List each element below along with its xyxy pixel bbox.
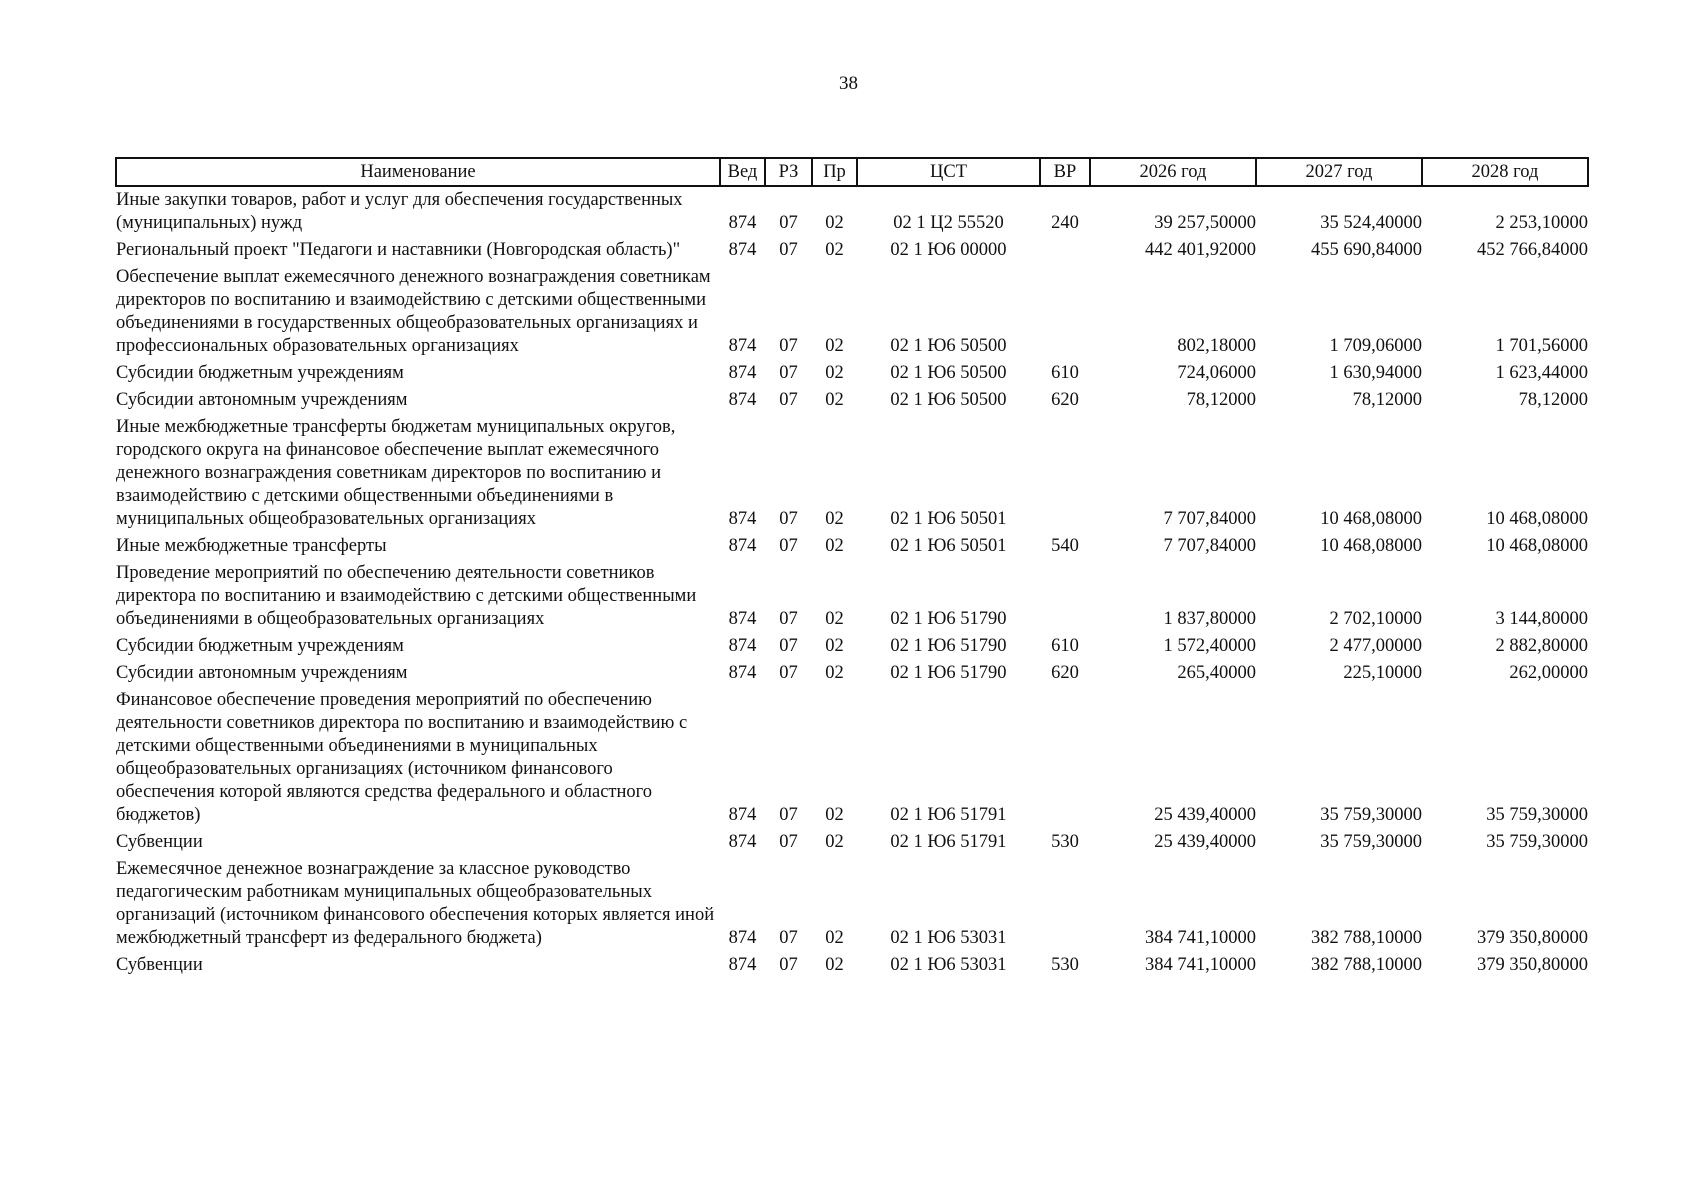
budget-table [115,157,1589,979]
cell-2028: 2 253,10000 [1495,213,1588,233]
table-row [116,237,1588,264]
cell-ved: 874 [728,928,757,948]
cell-rz: 07 [779,213,798,233]
cell-ved: 874 [728,663,757,683]
cell-2028: 3 144,80000 [1495,609,1588,629]
cell-ved: 874 [728,363,757,383]
cell-rz: 07 [779,609,798,629]
cell-2026: 442 401,92000 [1145,240,1256,260]
cell-2027: 382 788,10000 [1311,955,1422,975]
cell-pr: 02 [825,928,844,948]
header-rz: РЗ [765,158,812,186]
cell-rz: 07 [779,663,798,683]
cell-ved: 874 [728,509,757,529]
cell-2026: 25 439,40000 [1154,832,1256,852]
cell-ved: 874 [728,536,757,556]
cell-rz: 07 [779,509,798,529]
cell-2027: 35 759,30000 [1320,832,1422,852]
cell-vr: 540 [1051,536,1079,556]
cell-name: Иные закупки товаров, работ и услуг для обеспечения государственных (муниципальных) нужд [116,190,683,233]
cell-2026: 1 572,40000 [1163,636,1256,656]
cell-vr [1040,264,1090,360]
cell-pr: 02 [825,336,844,356]
cell-2028: 35 759,30000 [1486,832,1588,852]
cell-2028: 2 882,80000 [1495,636,1588,656]
header-year-2026: 2026 год [1090,158,1256,186]
cell-rz: 07 [779,832,798,852]
cell-ved: 874 [728,213,757,233]
cell-ved: 874 [728,336,757,356]
cell-cst: 02 1 Ю6 50500 [890,390,1007,410]
cell-2027: 35 759,30000 [1320,805,1422,825]
header-pr: Пр [812,158,857,186]
table-row [116,360,1588,387]
cell-2027: 455 690,84000 [1311,240,1422,260]
cell-2027: 2 702,10000 [1329,609,1422,629]
cell-2027: 1 630,94000 [1329,363,1422,383]
cell-ved: 874 [728,832,757,852]
header-year-2028: 2028 год [1422,158,1588,186]
cell-cst: 02 1 Ю6 00000 [890,240,1007,260]
cell-cst: 02 1 Ю6 50501 [890,509,1007,529]
cell-pr: 02 [825,636,844,656]
cell-cst: 02 1 Ю6 50500 [890,336,1007,356]
cell-cst: 02 1 Ю6 53031 [890,928,1007,948]
table-row [116,414,1588,533]
cell-ved: 874 [728,636,757,656]
cell-pr: 02 [825,213,844,233]
cell-ved: 874 [728,805,757,825]
cell-vr: 530 [1051,832,1079,852]
cell-2026: 265,40000 [1177,663,1256,683]
cell-2026: 7 707,84000 [1163,536,1256,556]
cell-rz: 07 [779,636,798,656]
cell-2027: 2 477,00000 [1329,636,1422,656]
cell-name: Субсидии бюджетным учреждениям [116,636,404,656]
cell-ved: 874 [728,240,757,260]
cell-2026: 25 439,40000 [1154,805,1256,825]
cell-name: Финансовое обеспечение проведения мероприятий по обеспечению деятельности советников директора по воспитанию и взаимодействию с детскими общественными объединениями в муниципальных общеобразовательных организациях (источником финансового обеспечения которой являются средства федерального и областного бюджетов) [116,690,688,825]
cell-name: Субвенции [116,832,203,852]
cell-2026: 384 741,10000 [1145,955,1256,975]
header-name: Наименование [116,158,720,186]
cell-2026: 7 707,84000 [1163,509,1256,529]
table-row [116,387,1588,414]
cell-vr [1040,560,1090,633]
cell-rz: 07 [779,336,798,356]
cell-2028: 379 350,80000 [1477,955,1588,975]
cell-cst: 02 1 Ю6 50500 [890,363,1007,383]
cell-2026: 78,12000 [1186,390,1256,410]
cell-2027: 10 468,08000 [1320,509,1422,529]
cell-vr [1040,856,1090,952]
table-body [116,186,1588,979]
cell-cst: 02 1 Ю6 51790 [890,663,1007,683]
cell-2028: 262,00000 [1509,663,1588,683]
cell-2027: 225,10000 [1343,663,1422,683]
cell-2027: 35 524,40000 [1320,213,1422,233]
header-cst: ЦСТ [857,158,1040,186]
table-row [116,560,1588,633]
cell-name: Субсидии бюджетным учреждениям [116,363,404,383]
cell-name: Иные межбюджетные трансферты [116,536,387,556]
cell-cst: 02 1 Ю6 51790 [890,609,1007,629]
cell-2027: 78,12000 [1352,390,1422,410]
cell-2027: 1 709,06000 [1329,336,1422,356]
cell-rz: 07 [779,363,798,383]
cell-pr: 02 [825,363,844,383]
cell-cst: 02 1 Ю6 50501 [890,536,1007,556]
table-row [116,186,1588,237]
cell-pr: 02 [825,536,844,556]
table-row [116,264,1588,360]
cell-pr: 02 [825,805,844,825]
header-vr: ВР [1040,158,1090,186]
cell-vr [1040,687,1090,829]
cell-pr: 02 [825,390,844,410]
cell-2028: 78,12000 [1518,390,1588,410]
cell-pr: 02 [825,832,844,852]
table-row [116,856,1588,952]
cell-vr: 610 [1051,636,1079,656]
cell-rz: 07 [779,955,798,975]
cell-ved: 874 [728,609,757,629]
page-number: 38 [839,73,858,94]
cell-name: Ежемесячное денежное вознаграждение за классное руководство педагогическим работникам муниципальных общеобразовательных организаций (источником финансового обеспечения которых является иной межбюджетный трансферт из федерального бюджета) [116,859,715,948]
cell-vr: 530 [1051,955,1079,975]
cell-vr [1040,237,1090,264]
cell-rz: 07 [779,240,798,260]
cell-pr: 02 [825,663,844,683]
cell-vr: 620 [1051,390,1079,410]
table-row [116,633,1588,660]
cell-ved: 874 [728,390,757,410]
cell-rz: 07 [779,536,798,556]
cell-2026: 724,06000 [1177,363,1256,383]
cell-name: Субвенции [116,955,203,975]
cell-name: Региональный проект "Педагоги и наставники (Новгородская область)" [116,240,681,260]
cell-rz: 07 [779,928,798,948]
cell-name: Иные межбюджетные трансферты бюджетам муниципальных округов, городского округа на финансовое обеспечение выплат ежемесячного денежного вознаграждения советникам директоров по воспитанию и взаимодействию с детскими общественными объединениями в муниципальных общеобразовательных организациях [116,417,676,529]
cell-vr: 610 [1051,363,1079,383]
cell-vr: 620 [1051,663,1079,683]
cell-2028: 10 468,08000 [1486,509,1588,529]
cell-pr: 02 [825,955,844,975]
cell-2026: 802,18000 [1177,336,1256,356]
cell-pr: 02 [825,509,844,529]
cell-vr [1040,414,1090,533]
cell-2028: 1 623,44000 [1495,363,1588,383]
cell-2028: 10 468,08000 [1486,536,1588,556]
cell-rz: 07 [779,805,798,825]
cell-2027: 10 468,08000 [1320,536,1422,556]
table-row [116,660,1588,687]
cell-2028: 35 759,30000 [1486,805,1588,825]
cell-name: Субсидии автономным учреждениям [116,663,408,683]
cell-cst: 02 1 Ю6 53031 [890,955,1007,975]
cell-2028: 1 701,56000 [1495,336,1588,356]
cell-cst: 02 1 Ц2 55520 [893,213,1004,233]
cell-2026: 1 837,80000 [1163,609,1256,629]
cell-name: Субсидии автономным учреждениям [116,390,408,410]
table-row [116,952,1588,979]
cell-ved: 874 [728,955,757,975]
table-header-row [116,158,1588,186]
cell-name: Обеспечение выплат ежемесячного денежного вознаграждения советникам директоров по воспитанию и взаимодействию с детскими общественными объединениями в государственных общеобразовательных организациях и профессиональных образовательных организациях [116,267,711,356]
cell-pr: 02 [825,240,844,260]
cell-cst: 02 1 Ю6 51791 [890,832,1007,852]
cell-cst: 02 1 Ю6 51790 [890,636,1007,656]
cell-2028: 452 766,84000 [1477,240,1588,260]
header-ved: Вед [720,158,765,186]
cell-pr: 02 [825,609,844,629]
table-row [116,687,1588,829]
cell-2028: 379 350,80000 [1477,928,1588,948]
table-row [116,829,1588,856]
cell-vr: 240 [1051,213,1079,233]
table-row [116,533,1588,560]
cell-2026: 384 741,10000 [1145,928,1256,948]
cell-2026: 39 257,50000 [1154,213,1256,233]
cell-2027: 382 788,10000 [1311,928,1422,948]
cell-cst: 02 1 Ю6 51791 [890,805,1007,825]
cell-name: Проведение мероприятий по обеспечению деятельности советников директора по воспитанию и взаимодействию с детскими общественными объединениями в общеобразовательных организациях [116,563,697,629]
header-year-2027: 2027 год [1256,158,1422,186]
cell-rz: 07 [779,390,798,410]
